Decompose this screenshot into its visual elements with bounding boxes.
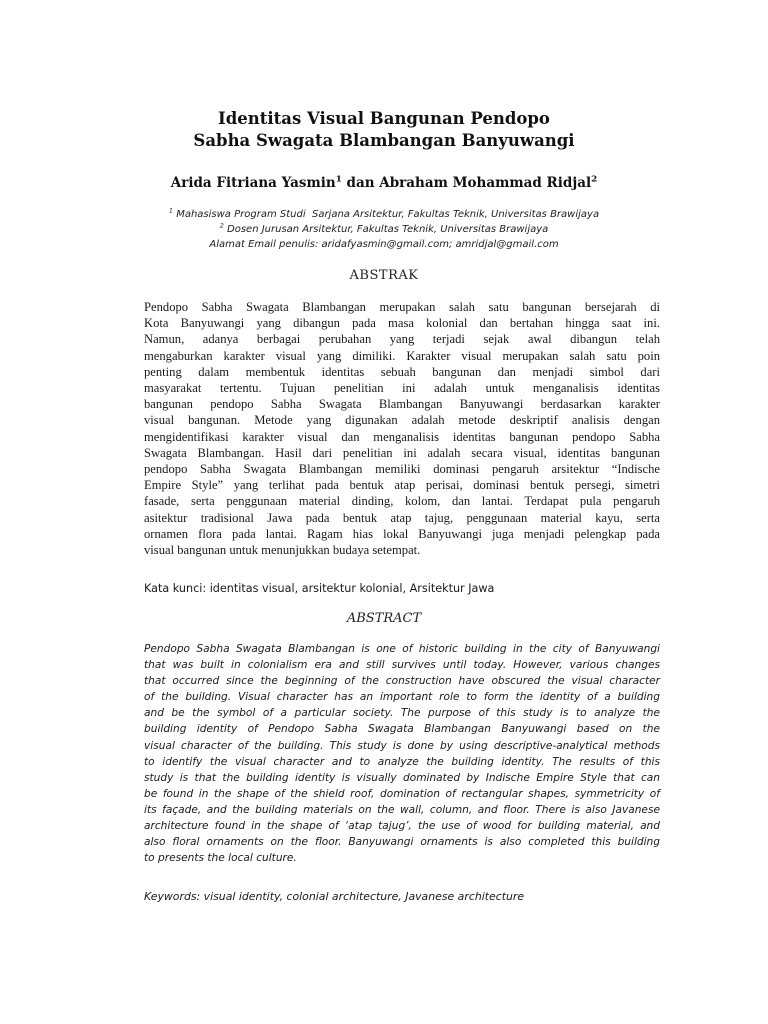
abstrak-line: masyarakat tertentu. Tujuan penelitian ini adalah untuk menganalisis identitas (144, 381, 660, 396)
title-line-1: Identitas Visual Bangunan Pendopo (218, 109, 550, 128)
abstrak-line: Empire Style” yang terlihat pada bentuk atap perisai, dominasi bentuk persegi, simetri (144, 478, 660, 493)
abstract-line: to presents the local culture. (144, 852, 297, 865)
affiliation-1-marker: 1 (168, 206, 174, 215)
abstract-line: that occurred since the beginning of the construction have obscured the visual character (144, 675, 660, 688)
affiliation-1-text: Mahasiswa Program Studi Sarjana Arsitektur, Fakultas Teknik, Universitas Brawijaya (173, 209, 600, 220)
abstract-line: of the building. Visual character has an important role to form the identity of a building (144, 691, 660, 704)
abstrak-line: Kota Banyuwangi yang dibangun pada masa kolonial dan bertahan hingga saat ini. (144, 316, 660, 331)
abstrak-line: Pendopo Sabha Swagata Blambangan merupakan salah satu bangunan bersejarah di (144, 300, 660, 314)
affiliation-2 (0, 222, 768, 237)
affiliation-2-marker: 2 (219, 221, 224, 230)
author-email: Alamat Email penulis: aridafyasmin@gmail.com; amridjal@gmail.com (209, 239, 559, 250)
abstract-line: building identity of Pendopo Sabha Swagata Blambangan Banyuwangi based on the (144, 723, 660, 736)
author-2-marker: 2 (591, 174, 598, 185)
abstrak-line: asitektur tradisional Jawa pada bentuk atap tajug, penggunaan material kayu, serta (144, 510, 660, 525)
abstrak-line: ornamen flora pada lantai. Ragam hias lokal Banyuwangi juga menjadi pelengkap pada (144, 526, 660, 541)
abstrak-line: pendopo Sabha Swagata Blambangan memiliki dominasi pengaruh arsitektur “Indische (144, 462, 660, 477)
author-1: Arida Fitriana Yasmin (170, 175, 336, 191)
abstract-line: Pendopo Sabha Swagata Blambangan is one of historic building in the city of Banyuwangi (144, 643, 660, 655)
abstract-line: visual character of the building. This study is done by using descriptive-analytical methods (144, 739, 661, 752)
author-2: Abraham Mohammad Ridjal (379, 175, 592, 191)
abstract-line: be found in the shape of the shield roof, domination of rectangular shapes, symmetricity of (144, 787, 660, 800)
author-1-marker: 1 (335, 174, 342, 185)
affiliation-1 (0, 207, 768, 222)
abstrak-line: penting dalam membentuk identitas sebuah bangunan dan menjadi simbol dari (144, 364, 660, 379)
abstract-line: that was built in colonialism era and still survives until today. However, various changes (144, 659, 660, 672)
abstrak-line: bangunan pendopo Sabha Swagata Blambangan Banyuwangi berdasarkan karakter (144, 397, 660, 412)
abstrak-body (144, 299, 660, 558)
abstrak-line: Namun, adanya berbagai perubahan yang terjadi sejak awal dibangun telah (144, 332, 660, 347)
abstract-line: and be the symbol of a particular society. The purpose of this study is to analyze the (144, 707, 660, 720)
abstract-heading: ABSTRACT (346, 611, 422, 626)
abstrak-line: visual bangunan. Metode yang digunakan adalah metode deskriptif analisis dengan (144, 413, 660, 428)
abstract-line: to identify the visual character and to analyze the building identity. The results of this (144, 755, 660, 768)
author-list (0, 174, 768, 192)
abstract-body (144, 641, 660, 866)
abstract-line: architecture found in the shape of ‘atap tajug’, the use of wood for building material, and (144, 820, 660, 833)
keywords: Keywords: visual identity, colonial architecture, Javanese architecture (144, 890, 525, 903)
abstract-line: also floral ornaments on the floor. Banyuwangi ornaments is also completed this building (144, 836, 660, 849)
abstrak-line: fasade, serta penggunaan material dinding, kolom, dan lantai. Terdapat pula pengaruh (144, 494, 661, 509)
abstrak-line: visual bangunan untuk menunjukkan budaya setempat. (144, 543, 421, 558)
affiliations (0, 207, 768, 252)
abstrak-line: mengidentifikasi karakter visual dan menganalisis identitas bangunan pendopo Sabha (144, 429, 661, 444)
abstrak-line: Swagata Blambangan. Hasil dari penelitian ini adalah secara visual, identitas bangunan (144, 445, 660, 460)
title-line-2: Sabha Swagata Blambangan Banyuwangi (193, 131, 575, 150)
abstract-line: its façade, and the building materials on the wall, column, and floor. There is also Javanese (144, 803, 660, 816)
affiliation-2-text: Dosen Jurusan Arsitektur, Fakultas Teknik, Universitas Brawijaya (223, 224, 549, 235)
kata-kunci: Kata kunci: identitas visual, arsitektur kolonial, Arsitektur Jawa (144, 582, 495, 595)
abstrak-heading: ABSTRAK (349, 268, 419, 283)
paper-title (0, 108, 768, 152)
abstrak-line: mengaburkan karakter visual yang dimiliki. Karakter visual merupakan salah satu poin (144, 348, 660, 363)
abstract-line: study is that the building identity is visually dominated by Indische Empire Style that can (144, 771, 660, 784)
author-separator: dan (341, 175, 380, 191)
